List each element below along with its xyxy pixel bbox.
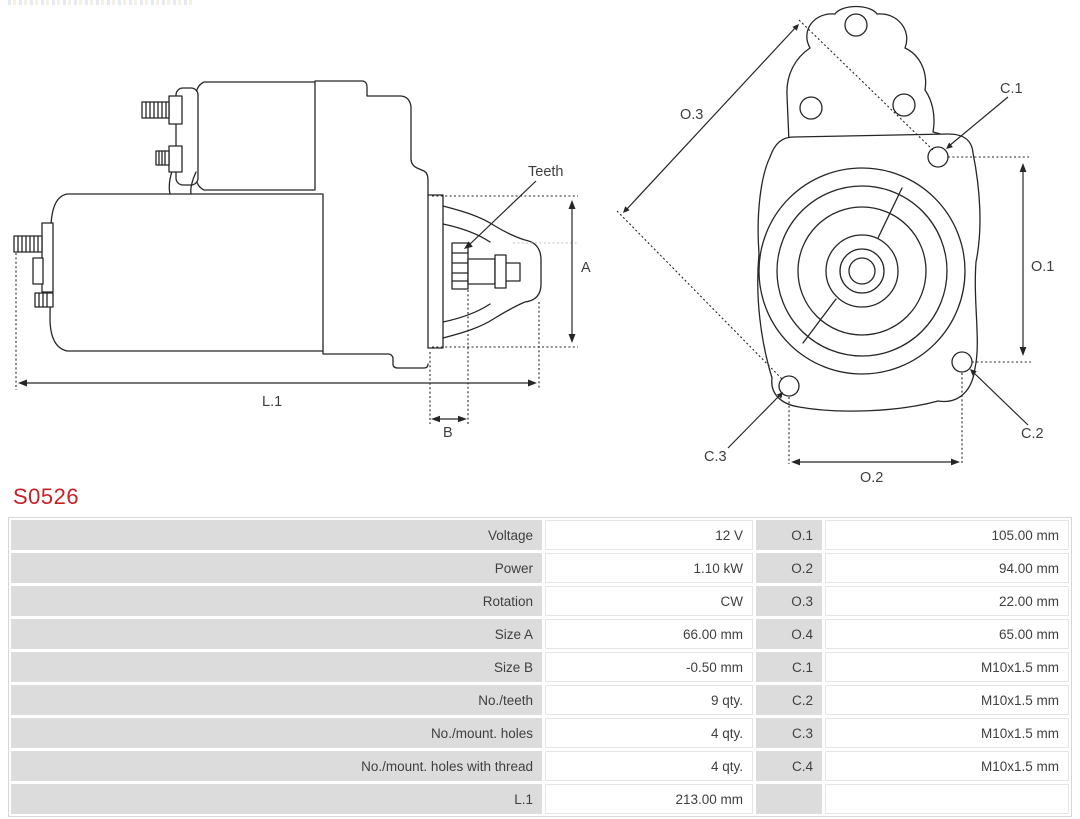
spec-value-cell: 12 V xyxy=(545,520,753,550)
table-row xyxy=(11,685,1069,715)
table-row xyxy=(11,784,1069,814)
spec-value-cell: 4 qty. xyxy=(545,751,753,781)
spec-label-cell: Size B xyxy=(11,652,542,682)
dim-label-cell: C.4 xyxy=(756,751,822,781)
table-row xyxy=(11,751,1069,781)
dim-value-cell: 22.00 mm xyxy=(825,586,1069,616)
spec-label-cell: Power xyxy=(11,553,542,583)
spec-label-cell: Size A xyxy=(11,619,542,649)
dim-value-cell: M10x1.5 mm xyxy=(825,751,1069,781)
dim-value-cell: M10x1.5 mm xyxy=(825,652,1069,682)
spec-value-cell: 66.00 mm xyxy=(545,619,753,649)
table-row xyxy=(11,718,1069,748)
dim-value-cell: 94.00 mm xyxy=(825,553,1069,583)
spec-value-cell: -0.50 mm xyxy=(545,652,753,682)
dimension-b-label: B xyxy=(443,425,453,441)
c1-label: C.1 xyxy=(1000,81,1023,97)
spec-label-cell: L.1 xyxy=(11,784,542,814)
dimension-l1-label: L.1 xyxy=(262,394,283,410)
dimension-l1 xyxy=(18,380,537,411)
table-row xyxy=(11,586,1069,616)
c3-callout xyxy=(704,392,783,465)
table-row xyxy=(11,652,1069,682)
spec-label-cell: No./mount. holes xyxy=(11,718,542,748)
spec-label-cell: Voltage xyxy=(11,520,542,550)
spec-value-cell: 213.00 mm xyxy=(545,784,753,814)
spec-table xyxy=(8,517,1072,817)
dimension-b xyxy=(431,416,467,441)
dim-value-cell: 105.00 mm xyxy=(825,520,1069,550)
dimension-a xyxy=(569,200,592,343)
spec-value-cell: CW xyxy=(545,586,753,616)
dimension-o1-label: O.1 xyxy=(1031,259,1055,275)
dim-label-cell: O.2 xyxy=(756,553,822,583)
teeth-label: Teeth xyxy=(528,164,564,180)
part-number: S0526 xyxy=(13,484,80,509)
dim-value-cell: M10x1.5 mm xyxy=(825,685,1069,715)
dim-label-cell: O.1 xyxy=(756,520,822,550)
dim-label-cell: O.4 xyxy=(756,619,822,649)
spec-label-cell: No./mount. holes with thread xyxy=(11,751,542,781)
dimension-o2-label: O.2 xyxy=(860,470,884,486)
table-row xyxy=(11,619,1069,649)
dimension-a-label: A xyxy=(581,260,591,276)
dim-label-cell xyxy=(756,784,822,814)
table-row xyxy=(11,553,1069,583)
dim-label-cell: C.3 xyxy=(756,718,822,748)
dim-value-cell xyxy=(825,784,1069,814)
dim-value-cell: M10x1.5 mm xyxy=(825,718,1069,748)
c2-label: C.2 xyxy=(1021,426,1044,442)
dim-value-cell: 65.00 mm xyxy=(825,619,1069,649)
dim-label-cell: C.2 xyxy=(756,685,822,715)
c3-label: C.3 xyxy=(704,449,727,465)
side-view-drawing xyxy=(14,81,591,441)
spec-value-cell: 4 qty. xyxy=(545,718,753,748)
spec-label-cell: No./teeth xyxy=(11,685,542,715)
dim-label-cell: O.3 xyxy=(756,586,822,616)
spec-value-cell: 1.10 kW xyxy=(545,553,753,583)
spec-value-cell: 9 qty. xyxy=(545,685,753,715)
spec-label-cell: Rotation xyxy=(11,586,542,616)
table-row xyxy=(11,520,1069,550)
front-view-drawing xyxy=(617,7,1054,487)
c1-callout xyxy=(946,81,1023,149)
dim-label-cell: C.1 xyxy=(756,652,822,682)
c2-callout xyxy=(970,369,1044,442)
dimension-o3-label: O.3 xyxy=(680,107,704,123)
